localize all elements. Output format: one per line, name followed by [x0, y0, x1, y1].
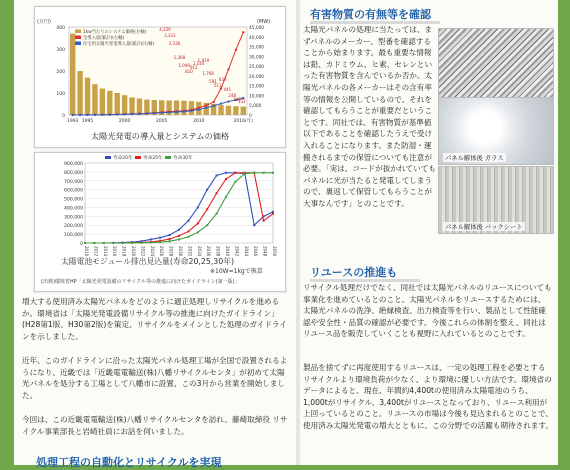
emission-point — [234, 181, 236, 183]
emission-point — [197, 222, 199, 224]
emission-point — [159, 241, 161, 243]
series-point — [198, 108, 200, 110]
emission-point — [84, 242, 86, 244]
data-label: 148 — [233, 97, 241, 102]
xtick: 2022 — [140, 246, 146, 257]
emission-point — [272, 172, 274, 174]
heading-reuse-text: リユースの推進も — [310, 266, 398, 279]
emission-point — [244, 173, 246, 175]
emission-point — [234, 172, 236, 174]
series-point — [242, 31, 244, 33]
emission-point — [197, 231, 199, 233]
price-bar — [218, 105, 223, 115]
figure-emission-chart — [34, 152, 286, 292]
series-point — [205, 104, 207, 106]
ytick-left: 300 — [56, 48, 65, 53]
data-label: 2,330 — [168, 41, 181, 46]
xtick: 2010 — [84, 246, 89, 257]
ytick: 0 — [80, 242, 83, 247]
emission-point — [169, 240, 171, 242]
ytick: 100,000 — [64, 233, 83, 239]
xtick: 2005 — [155, 119, 168, 124]
emission-point — [122, 242, 124, 244]
xtick: 2020 — [131, 246, 136, 257]
ytick-right: 10,000 — [249, 94, 265, 100]
emission-point — [197, 206, 199, 208]
newsletter-page — [14, 0, 558, 469]
series-point — [212, 101, 214, 103]
emission-point — [216, 174, 218, 176]
data-label: 441 — [223, 87, 232, 92]
series-point — [183, 110, 185, 112]
legend-label: 住宅用太陽光発電導入量(累計)(右軸) — [83, 42, 155, 47]
ytick-right: 20,000 — [249, 74, 265, 80]
emission-point — [93, 242, 95, 244]
legend-label: 全導入量(累計)(右軸) — [83, 36, 125, 41]
emission-point — [206, 208, 208, 210]
emission-point — [187, 230, 189, 232]
xtick: 2016(年) — [233, 119, 254, 124]
data-label: 1,919 — [197, 58, 210, 63]
emission-point — [272, 213, 274, 215]
xtick: 2046 — [253, 246, 259, 257]
emission-point — [263, 172, 265, 174]
ylabel-right: (MW) — [257, 19, 271, 25]
price-bar — [92, 84, 97, 115]
emission-point — [178, 235, 180, 237]
data-label: 591 — [209, 79, 217, 84]
right-para-2: リサイクル処理だけでなく、同社では太陽光パネルのリユースについても事業化を進めているとのこと。太陽光パネルをリユースするためには、太陽光パネルの洗浄、絶縁検査、出力検査等を行い、製品として性能確認や安全性・品質の確認が必要です。今後これらの体制を整え、同社はリユース品を販売していくことも視野に入れているとのことです。 — [303, 283, 552, 339]
emission-point — [112, 242, 114, 244]
legend-swatch — [165, 156, 171, 159]
xtick: 1993 — [66, 119, 79, 124]
xtick: 2024 — [149, 246, 155, 257]
ytick-right: 40,000 — [249, 35, 265, 41]
price-bar — [115, 93, 120, 115]
photo-glass — [438, 97, 554, 165]
chart2-source: (出典)環境省HP「太陽光発電設備のリサイクル等の推進に向けたガイドライン(第一版)」 — [41, 279, 240, 285]
series-point — [123, 113, 125, 115]
chart2-unit-note: ※10W=1kgで換算 — [210, 268, 263, 275]
emission-point — [216, 192, 218, 194]
xtick: 2036 — [206, 246, 212, 257]
left-bottom-heading — [36, 454, 221, 470]
right-para-3: 製品を捨てずに再度使用するリユースは、一定の処理工程を必要とするリサイクルより環境負荷が少なく、より環境に優しい方法です。環境省のデータによると、現在、年間約4,400tの使用済み太陽電池のうち、1,000tがリサイクル、3,400tがリユースとなっており、リユース利用が上回っているとのこと。リユースの市場は今後も見込まれるとのことで、使用済み太陽光発電の増大とともに、この分野での活躍も期待されます。 — [303, 363, 553, 430]
price-bar — [181, 101, 186, 115]
emission-point — [150, 238, 152, 240]
xtick: 1995 — [81, 119, 94, 124]
ytick-left: 400 — [56, 26, 65, 31]
xtick: 2044 — [243, 246, 249, 257]
ytick-right: 30,000 — [249, 55, 265, 61]
xtick: 2038 — [215, 246, 221, 257]
data-label: 1,049 — [178, 63, 190, 68]
xtick: 2030 — [178, 246, 183, 257]
legend-label: 寿命20年 — [113, 156, 133, 161]
legend-label: 寿命25年 — [143, 156, 163, 161]
price-bar — [77, 71, 82, 115]
emission-point — [169, 234, 171, 236]
emission-point — [225, 196, 227, 198]
legend-label: 1kw当たりのシステム価格(左軸) — [83, 30, 147, 35]
emission-point — [187, 220, 189, 222]
series-point — [146, 112, 148, 114]
emission-point — [187, 236, 189, 238]
left-bottom-heading-text: 処理工程の自動化とリサイクルを実現 — [36, 456, 222, 469]
installation-chart — [35, 7, 285, 129]
series-point — [79, 114, 81, 116]
xtick: 2040 — [225, 246, 230, 257]
data-label: 1,368 — [173, 55, 186, 60]
left-para-1: 増大する使用済み太陽光パネルをどのように適正処理しリサイクルを進めるか。環境省は「太陽光発電設備リサイクル等の推進に向けたガイドライン」(H28第1版、H30第2版)を策定、リサイクルをメインとした処理のガイドラインを示しました。 — [22, 297, 287, 341]
emission-point — [225, 172, 227, 174]
emission-point — [263, 220, 265, 222]
xtick: 2048 — [262, 246, 268, 257]
emission-point — [206, 224, 208, 226]
ytick: 200,000 — [64, 224, 83, 230]
series-point — [212, 105, 214, 107]
ylabel-left: (万円) — [37, 19, 51, 25]
data-label: 637 — [218, 77, 227, 82]
xtick: 2050 — [272, 246, 277, 257]
emission-point — [253, 224, 255, 226]
price-bar — [129, 97, 134, 115]
emission-point — [169, 238, 171, 240]
xtick: 2016 — [112, 246, 118, 257]
ytick: 700,000 — [64, 179, 83, 185]
data-label: 1,144 — [192, 61, 205, 66]
ytick: 400,000 — [64, 206, 83, 212]
legend-label: 寿命30年 — [173, 156, 193, 161]
price-bar — [85, 78, 90, 115]
series-point — [175, 111, 177, 113]
series-point — [153, 112, 155, 114]
chart1-title: 太陽光発電の導入量とシステムの価格 — [90, 131, 230, 141]
ytick-right: 15,000 — [249, 84, 265, 90]
series-point — [220, 102, 222, 104]
data-label: 1,766 — [202, 71, 214, 76]
series-point — [116, 113, 118, 115]
heading-reuse — [310, 264, 420, 280]
data-label: 511 — [213, 83, 222, 88]
ytick-left: 0 — [62, 114, 65, 119]
emission-point — [216, 213, 218, 215]
series-point — [86, 114, 88, 116]
figure-installation-chart — [34, 6, 286, 148]
xtick: 2026 — [159, 246, 165, 257]
data-label: 4,229 — [159, 27, 171, 32]
heading-hazardous-check-text: 有害物質の有無等を確認 — [310, 8, 431, 21]
price-bar — [241, 107, 246, 115]
ytick-right: 25,000 — [249, 65, 265, 71]
right-para-1: 太陽光パネルの処理に当たっては、まずパネルのメーカー、型番を確認することから始まります。最も重要な情報は鉛、カドミウム、ヒ素、セレンといった有害物質を含んでいるか否か。太陽光パネルの各メーカーはその含有率等の情報を公開しているので、それを確認してもらうことが重要だということです。同社では、有害物質が基準値以下であることを確認したうえで受け入れることになります。また防湿・運搬されるまでの保管についても注意が必要。「実は、コードが抜かれていてもパネルに光が当たると発電してしまうので、裏返して保管してもらうことが大事なんです」とのことです。 — [303, 25, 436, 208]
price-bar — [233, 106, 238, 115]
series-point — [190, 110, 192, 112]
chart2-title: 太陽電池モジュール排出見込量(寿命20,25,30年) — [61, 257, 235, 266]
ytick: 800,000 — [64, 170, 83, 176]
emission-point — [206, 189, 208, 191]
photo-label-backsheet: パネル解体後 バックシート — [445, 224, 523, 231]
price-bar — [100, 89, 105, 115]
data-label: 133 — [237, 99, 246, 104]
heading-hazardous-check — [310, 6, 440, 22]
series-point — [138, 113, 140, 115]
ytick-left: 200 — [56, 70, 65, 75]
legend-swatch — [75, 36, 81, 40]
data-label: 911 — [189, 65, 198, 70]
series-point — [235, 49, 237, 51]
emission-point — [225, 178, 227, 180]
series-point — [101, 114, 103, 116]
ytick-right: 0 — [249, 114, 252, 119]
ytick: 600,000 — [64, 188, 83, 194]
ytick-right: 5,000 — [249, 104, 262, 110]
ytick-right: 45,000 — [249, 26, 265, 31]
legend-swatch — [75, 42, 81, 46]
emission-point — [253, 172, 255, 174]
ytick-right: 35,000 — [249, 45, 265, 51]
xtick: 2014 — [102, 246, 108, 257]
series-point — [161, 112, 163, 114]
emission-point — [178, 229, 180, 231]
series-point — [131, 113, 133, 115]
legend-swatch — [75, 30, 81, 34]
xtick: 2018 — [121, 246, 127, 257]
xtick: 2042 — [234, 246, 240, 257]
ytick: 500,000 — [64, 197, 83, 203]
xtick: 2010 — [193, 119, 205, 124]
price-bar — [189, 101, 194, 115]
emission-point — [103, 242, 105, 244]
price-bar — [226, 106, 231, 115]
series-point — [168, 111, 170, 113]
legend-swatch — [135, 156, 141, 159]
page-gutter — [296, 0, 300, 465]
series-point — [227, 100, 229, 102]
series-point — [227, 68, 229, 70]
xtick: 2000 — [118, 119, 131, 124]
series-point — [72, 114, 74, 116]
xtick: 2032 — [187, 246, 193, 257]
emission-point — [159, 237, 161, 239]
photo-label-glass: パネル解体後 ガラス — [445, 155, 504, 162]
ytick-left: 100 — [56, 92, 65, 97]
price-bar — [107, 91, 112, 115]
price-bar — [70, 34, 75, 115]
photo-backsheet — [438, 166, 554, 234]
emission-point — [150, 242, 152, 244]
left-para-2: 近年、このガイドラインに沿った太陽光パネル処理工場が全国で設置されるようになり、近畿では「近畿電電輸送(株)八幡リサイクルセンタ」が初めて太陽光パネルを処分する工場として八幡市に設置、この3月から営業を開始しました。 — [22, 356, 288, 400]
emission-point — [178, 238, 180, 240]
left-para-3: 今回は、この近畿電電輸送(株)八幡リサイクルセンタを訪れ、藤崎取締役 リサイクル事業部長と岩崎社員にお話を伺いました。 — [22, 415, 288, 436]
xtick: 2012 — [93, 246, 99, 257]
ytick: 300,000 — [64, 215, 83, 221]
legend-swatch — [105, 156, 111, 159]
xtick: 2034 — [196, 246, 202, 257]
series-point — [94, 114, 96, 116]
emission-point — [272, 211, 274, 213]
data-label: 810 — [185, 69, 193, 74]
series-point — [109, 114, 111, 116]
emission-point — [140, 242, 142, 244]
emission-point — [131, 242, 133, 244]
data-label: 3,333 — [164, 33, 176, 38]
ytick: 900,000 — [64, 162, 83, 167]
emission-chart — [35, 153, 285, 271]
data-label: 248 — [228, 93, 237, 98]
xtick: 2028 — [168, 246, 174, 257]
price-bar — [122, 95, 127, 115]
series-point — [205, 107, 207, 109]
